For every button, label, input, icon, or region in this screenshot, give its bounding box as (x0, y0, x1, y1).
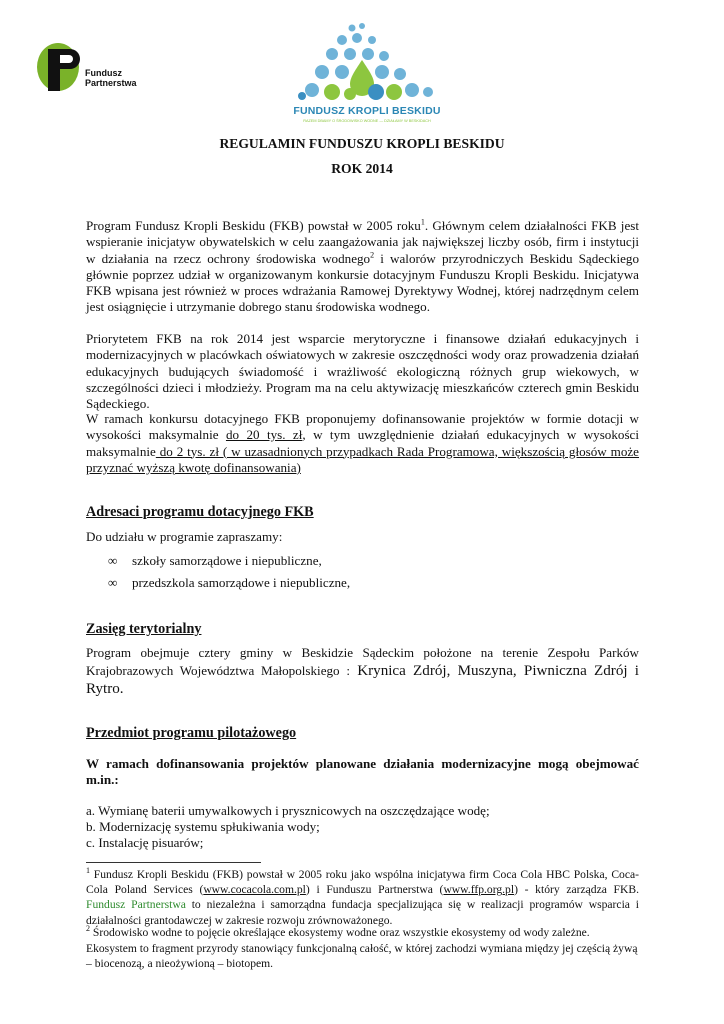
intro-paragraph: Program Fundusz Kropli Beskidu (FKB) powstał w 2005 roku$^1$. Głównym celem działalności FKB jest wspieranie inicjatyw obywatelskich w celu zaangażowania jak największej liczby osób, firm i instytucji w działania na rzecz ochrony środowiska wodnego$^2$ i walorów przyrodniczych Beskidu Sądeckiego głównie poprzez udział w organizowanym konkursie dotacyjnym Funduszu Kropli Beskidu. Inicjatywa FKB wpisana jest również w proces wdrażania Ramowej Dyrektywy Wodnej, której nadrzędnym celem jest osiągnięcie i utrzymanie dobrego stanu środowiska wodnego. (86, 217, 639, 315)
priority-paragraph: Priorytetem FKB na rok 2014 jest wsparcie merytoryczne i finansowe działań edukacyjnych i modernizacyjnych w placówkach oświatowych w zakresie oszczędności wody oraz prowadzenia działań edukacyjnych budujących świadomość i wrażliwość ekologiczną różnych grup wiekowych, w szczególności dzieci i młodzieży. Program ma na celu aktywizację mieszkańców czterech gmin Beskidu Sądeckiego. (86, 331, 639, 412)
footnote-1: $^1$ Fundusz Kropli Beskidu (FKB) powstał w 2005 roku jako wspólna inicjatywa firm Coca Cola HBC Polska, Coca-Cola Poland Services (www.cocacola.com.pl) i Funduszu Partnerstwa (www.ffp.org.pl) - który zarządza FKB. Fundusz Partnerstwa to niezależna i samorządna fundacja specjalizująca się w realizacji programów wsparcia i działalności grantodawczej w zakresie rozwoju zrównoważonego. (86, 866, 640, 927)
subject-heading: Przedmiot programu pilotażowego (86, 725, 297, 741)
list-item: ∞ przedszkola samorządowe i niepubliczne, (108, 575, 351, 590)
fkb-logo-tagline: RAZEM DBAMY O ŚRODOWISKO WODNE — DZIAŁAMY W BESKIDACH (303, 119, 431, 123)
document-title: REGULAMIN FUNDUSZU KROPLI BESKIDU (219, 136, 505, 151)
ffp-logo-icon (36, 41, 84, 93)
ffp-link[interactable]: www.ffp.org.pl (443, 883, 515, 897)
list-item: b. Modernizację systemu spłukiwania wody; (86, 819, 320, 834)
water-drops-icon (282, 20, 452, 104)
footnote-ref-1[interactable]: 1 (420, 217, 425, 227)
footnote-2: $^2$ Środowisko wodne to pojęcie określające ekosystemy wodne oraz wszystkie ekosystemy od wody zależne. (86, 924, 590, 939)
list-item: c. Instalację pisuarów; (86, 835, 204, 850)
footnote-ref-2[interactable]: 2 (370, 250, 375, 260)
addressees-intro: Do udziału w programie zapraszamy: (86, 529, 283, 544)
list-item: a. Wymianę baterii umywalkowych i prysznicowych na oszczędzające wodę; (86, 803, 490, 818)
ffp-logo (36, 41, 146, 93)
document-year: ROK 2014 (331, 161, 393, 176)
list-item: ∞ szkoły samorządowe i niepubliczne, (108, 553, 322, 568)
footnote-2-continued: Ekosystem to fragment przyrody stanowiący funkcjonalną całość, w której zachodzi wymiana między jej częścią żywą – biocenozą, a nieożywioną – biotopem. (86, 942, 638, 971)
fkb-logo-name: FUNDUSZ KROPLI BESKIDU (293, 105, 441, 117)
scope-heading: Zasięg terytorialny (86, 621, 202, 637)
infinity-bullet-icon: ∞ (108, 553, 118, 568)
grant-paragraph: W ramach konkursu dotacyjnego FKB proponujemy dofinansowanie projektów w formie dotacji w wysokości maksymalnie do 20 tys. zł, w tym uwzględnienie działań edukacyjnych w wysokości maksymalnie do 2 tys. zł ( w uzasadnionych przypadkach Rada Programowa, większością głosów może przyznać wyższą kwotę dofinansowania) (86, 411, 639, 475)
addressees-heading: Adresaci programu dotacyjnego FKB (86, 504, 314, 520)
footnote-divider (86, 862, 261, 863)
ffp-logo-text-1: Fundusz (85, 68, 122, 78)
fkb-logo (282, 20, 452, 124)
infinity-bullet-icon: ∞ (108, 575, 118, 590)
ffp-logo-text-2: Partnerstwa (85, 78, 137, 88)
subject-intro-bold: W ramach dofinansowania projektów planowane działania modernizacyjne mogą obejmować m.in.: (86, 756, 639, 788)
cocacola-link[interactable]: www.cocacola.com.pl (203, 883, 306, 897)
scope-paragraph: Program obejmuje cztery gminy w Beskidzie Sądeckim położone na terenie Zespołu Parków Krajobrazowych Województwa Małopolskiego : Krynica Zdrój, Muszyna, Piwniczna Zdrój i Rytro. (86, 645, 639, 697)
